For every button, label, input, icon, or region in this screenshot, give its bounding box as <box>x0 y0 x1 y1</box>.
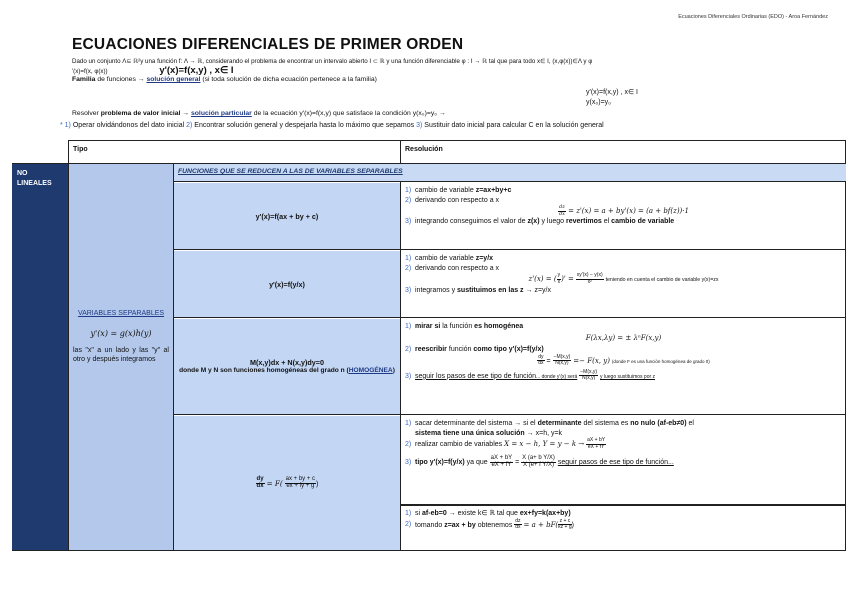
row-2-equation: z'(x) = ( $\frac{y}{x}$ )' = $\frac{xy'(x) - y(x)}{\text{x²}}$ teniendo en cuenta el cambio de variable y(x)=zx <box>528 272 719 285</box>
familia-label: Familia <box>72 76 96 84</box>
tipo-row-3-description: donde M y N son funciones homogéneas del grado n (HOMOGÉNEA) <box>179 367 395 374</box>
row-3-equation-2: $\frac{dy}{dx}$ = $\frac{-M(x,y)}{N(x,y)}$ =− F(x, y) (donde F es una función homogénea de grado 0) <box>538 353 710 367</box>
no-lineales-column <box>12 164 68 550</box>
resolucion-row-3 <box>401 319 846 415</box>
row-2-step-2: 2) derivando con respecto a x <box>405 264 500 272</box>
intro-line-1: Dado un conjunto Λ⊆ ℝ²y una función f: Λ → ℝ, considerando el problema de encontrar un intervalo abierto I ⊂ ℝ y una función diferenciable φ : I → ℝ tal que para todo x∈ I, (x,φ(x))∈Λ y φ <box>72 58 593 65</box>
row-5-step-1: 1) si af-eb=0 → existe k∈ ℝ tal que ex+fy=k(ax+by) <box>405 510 571 517</box>
intro-paragraph <box>72 58 812 85</box>
column-header-tipo: Tipo <box>73 146 88 153</box>
solucion-particular-link[interactable]: solución particular <box>191 110 252 117</box>
resolucion-row-1 <box>401 183 846 250</box>
section-header-text: FUNCIONES QUE SE REDUCEN A LAS DE VARIABLES SEPARABLES <box>178 168 403 175</box>
familia-end: (si toda solución de dicha ecuación pertenece a la familia) <box>202 76 377 84</box>
row-3-step-2: 2) reescribir función como tipo y'(x)=f(y/x) <box>405 346 544 354</box>
row-5-step-2: 2) tomando z=ax + by obtenemos $\frac{dz}{dx}$ = a + bF( $\frac{z + c}{kz + g}$ ) <box>405 517 574 531</box>
variables-separables-content <box>73 309 169 364</box>
familia-mid: de funciones → <box>97 76 145 84</box>
variables-separables-text: las "x" a un lado y las "y" al otro y después integramos <box>73 347 169 363</box>
column-header-resolucion: Resolución <box>405 146 443 153</box>
row-3-equation-1: F(λx,λy) = ± λⁿF(x,y) <box>585 333 662 342</box>
intro-line-2-start: '(x)=f(x, φ(x)) <box>72 67 108 75</box>
row-1-step-2: 2) derivando con respecto a x <box>405 196 500 204</box>
tipo-row-3 <box>174 319 400 415</box>
row-2-step-3: 3) integramos y sustituimos en las z → z=y/x <box>405 286 551 294</box>
initial-value-system <box>586 88 638 108</box>
homogenea-link[interactable]: HOMOGÉNEA <box>348 367 393 374</box>
variables-separables-formula: y'(x) = g(x)h(y) <box>90 328 152 338</box>
variables-separables-link[interactable]: VARIABLES SEPARABLES <box>77 310 165 317</box>
row-4-step-1-cont: sistema tiene una única solución → x=h, y=k <box>415 429 563 437</box>
tipo-row-4: $\frac{dy}{dx}$ = F( $\frac{ax + by + c}{ex + fy + g}$ ) <box>174 416 400 550</box>
tipo-row-1: y'(x)=f(ax + by + c) <box>174 183 400 250</box>
system-line-2: y(x₀)=y₀ <box>586 99 612 106</box>
row-2-step-1: 1) cambio de variable z=y/x <box>405 255 494 262</box>
row-1-step-1: 1) cambio de variable z=ax+by+c <box>405 187 512 194</box>
table-top-border <box>69 140 846 141</box>
document-author-header: Ecuaciones Diferenciales Ordinarias (EDO) - Aroa Fernández <box>678 14 828 20</box>
row-3-step-3: 3) seguir los pasos de ese tipo de función... donde y'(x) será $\frac{-M(x,y)}{N(x,y)}$ y luego sustituimos por z <box>405 368 656 382</box>
solucion-general-link[interactable]: solución general <box>146 76 201 84</box>
table-bottom-border <box>12 550 846 551</box>
familia-line <box>72 76 812 85</box>
row-3-step-1: 1) mirar si la función es homogénea <box>405 323 524 330</box>
table-header-divider <box>400 140 401 164</box>
step-1-number: * 1) <box>60 122 71 129</box>
resolucion-row-2 <box>401 251 846 318</box>
row-4-step-2: 2) realizar cambio de variables X = x − h, Y = y − k → $\frac{aX + bY}{eX + fY}$ <box>405 437 606 450</box>
row-4-step-1: 1) sacar determinante del sistema → si el determinante del sistema es no nulo (af-eb≠0) el <box>405 420 694 427</box>
row-4-step-3: 3) tipo y'(x)=f(y/x) ya que $\frac{aX + bY}{eX + fY}$ = $\frac{\text{X (a+ b Y/X)}}{\text{X (e+ f Y/X)}}$ seguir pasos de ese tipo de función... <box>405 455 674 468</box>
row-1-equation: $\frac{dz}{dx}$ = z'(x) = a + by'(x) = (a + bf(z))·1 <box>558 204 689 217</box>
intro-line-2 <box>72 64 812 77</box>
no-lineales-label: NO LINEALES <box>17 170 52 187</box>
section-header <box>174 164 846 182</box>
ode-equation: y'(x)=f(x,y) , x∈ I <box>159 64 234 76</box>
row-4-5-divider <box>401 505 846 506</box>
tipo-row-3-equation: M(x,y)dx + N(x,y)dy=0 <box>250 358 324 367</box>
step-2-number: 2) <box>186 122 193 129</box>
page-title: ECUACIONES DIFERENCIALES DE PRIMER ORDEN <box>72 36 464 53</box>
resolucion-row-4 <box>401 416 846 505</box>
resolve-end: de la ecuación y'(x)=f(x,y) que satisface la condición y(x₀)=y₀ → <box>253 110 446 117</box>
row-1-step-3: 3) integrando conseguimos el valor de z(x) y luego revertimos el cambio de variable <box>405 218 675 226</box>
tipo-row-2: y'(x)=f(y/x) <box>174 251 400 318</box>
step-3-number: 3) <box>416 122 423 129</box>
resolve-pre: Resolver <box>72 110 99 117</box>
resolve-bold: problema de valor inicial → <box>100 110 190 117</box>
step-1-text: Operar olvidándonos del dato inicial <box>72 122 185 129</box>
system-line-1: y'(x)=f(x,y) , x∈ I <box>586 89 638 96</box>
steps-line <box>60 122 604 129</box>
step-3-text: Sustituir dato inicial para calcular C en la solución general <box>424 122 604 129</box>
resolucion-row-5 <box>401 506 846 550</box>
resolve-line <box>72 110 446 117</box>
step-2-text: Encontrar solución general y despejarla hasta lo máximo que sepamos <box>194 122 415 129</box>
